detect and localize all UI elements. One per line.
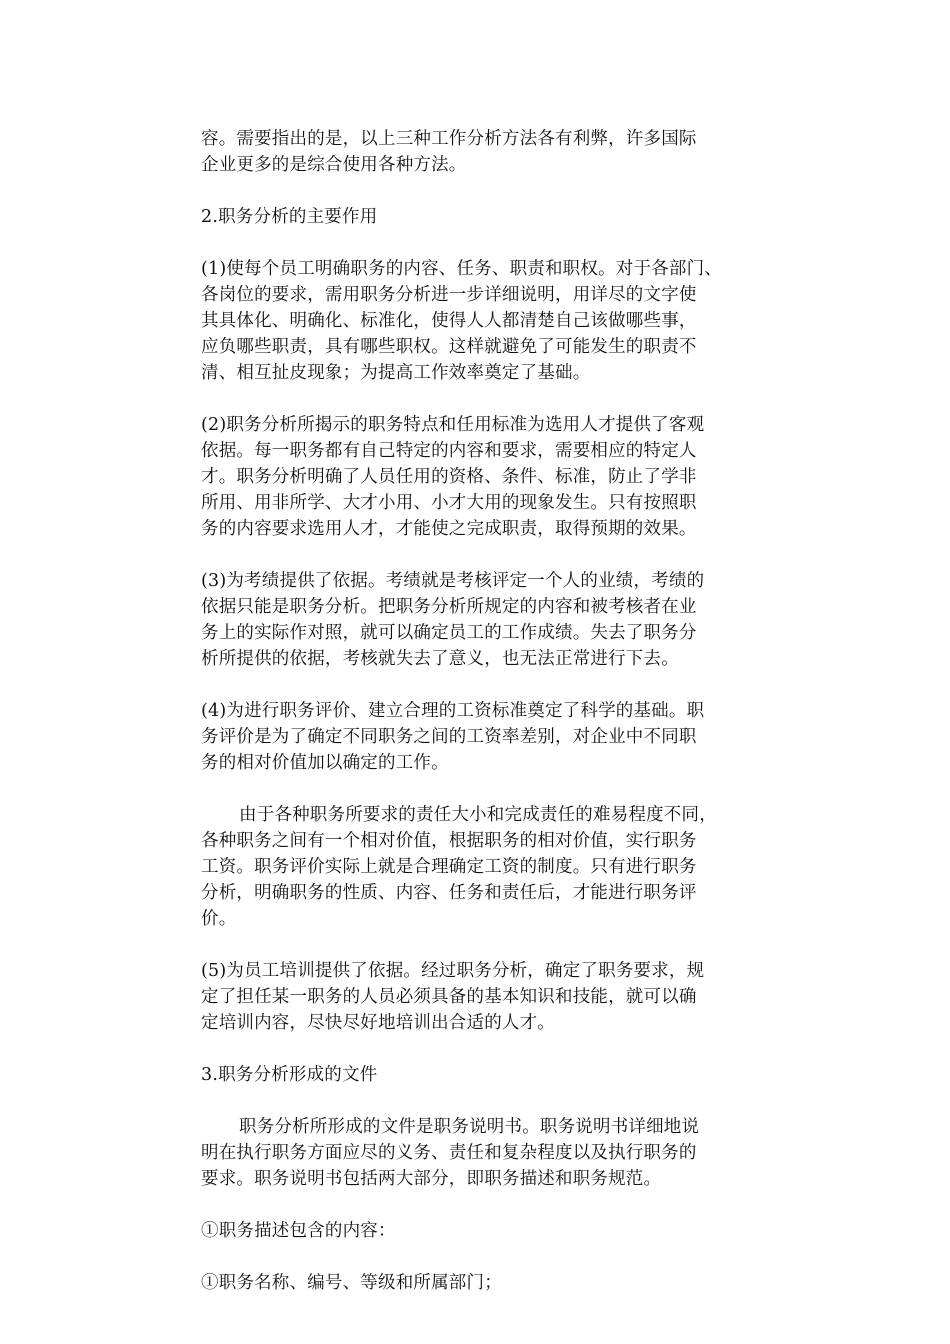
paragraph-line: 清、相互扯皮现象；为提高工作效率奠定了基础。 — [201, 363, 591, 383]
paragraph-line: 工资。职务评价实际上就是合理确定工资的制度。只有进行职务 — [201, 857, 697, 877]
paragraph-line: 务的内容要求选用人才，才能使之完成职责，取得预期的效果。 — [201, 519, 697, 539]
paragraph-line: ①职务名称、编号、等级和所属部门； — [201, 1273, 502, 1293]
paragraph — [201, 568, 761, 672]
paragraph — [201, 698, 761, 776]
paragraph — [201, 256, 761, 386]
paragraph-line: 由于各种职务所要求的责任大小和完成责任的难易程度不同， — [239, 805, 717, 825]
paragraph-line: 依据只能是职务分析。把职务分析所规定的内容和被考核者在业 — [201, 597, 697, 617]
paragraph-line: 分析，明确职务的性质、内容、任务和责任后，才能进行职务评 — [201, 883, 697, 903]
paragraph-line: ①职务描述包含的内容： — [201, 1221, 396, 1241]
paragraph-line: 各岗位的要求，需用职务分析进一步详细说明，用详尽的文字使 — [201, 285, 697, 305]
paragraph — [201, 204, 761, 230]
paragraph-line: 企业更多的是综合使用各种方法。 — [201, 155, 467, 175]
paragraph-line: 价。 — [201, 909, 237, 929]
paragraph-line: 务的相对价值加以确定的工作。 — [201, 753, 449, 773]
paragraph — [201, 802, 761, 932]
paragraph-line: 职务分析所形成的文件是职务说明书。职务说明书详细地说 — [239, 1117, 700, 1137]
paragraph-line: (4)为进行职务评价、建立合理的工资标准奠定了科学的基础。职 — [201, 701, 705, 721]
paragraph-line: 3.职务分析形成的文件 — [201, 1065, 378, 1085]
paragraph-line: (2)职务分析所揭示的职务特点和任用标准为选用人才提供了客观 — [201, 415, 705, 435]
paragraph — [201, 1114, 761, 1192]
paragraph-line: 定了担任某一职务的人员必须具备的基本知识和技能，就可以确 — [201, 987, 697, 1007]
paragraph — [201, 1218, 761, 1244]
paragraph-line: 析所提供的依据，考核就失去了意义，也无法正常进行下去。 — [201, 649, 679, 669]
paragraph-line: 2.职务分析的主要作用 — [201, 207, 378, 227]
paragraph-line: 依据。每一职务都有自己特定的内容和要求，需要相应的特定人 — [201, 441, 697, 461]
paragraph-line: (5)为员工培训提供了依据。经过职务分析，确定了职务要求，规 — [201, 961, 705, 981]
paragraph-line: 所用、用非所学、大才小用、小才大用的现象发生。只有按照职 — [201, 493, 697, 513]
paragraph-line: 务评价是为了确定不同职务之间的工资率差别，对企业中不同职 — [201, 727, 697, 747]
paragraph — [201, 126, 761, 178]
paragraph-line: 其具体化、明确化、标准化，使得人人都清楚自己该做哪些事， — [201, 311, 697, 331]
paragraph-line: (3)为考绩提供了依据。考绩就是考核评定一个人的业绩，考绩的 — [201, 571, 705, 591]
paragraph-line: 容。需要指出的是，以上三种工作分析方法各有利弊，许多国际 — [201, 129, 697, 149]
paragraph-line: (1)使每个员工明确职务的内容、任务、职责和职权。对于各部门、 — [201, 259, 722, 279]
paragraph-line: 各种职务之间有一个相对价值，根据职务的相对价值，实行职务 — [201, 831, 697, 851]
paragraph — [201, 1062, 761, 1088]
document-page — [201, 126, 761, 1322]
paragraph — [201, 958, 761, 1036]
paragraph — [201, 412, 761, 542]
paragraph-line: 才。职务分析明确了人员任用的资格、条件、标准，防止了学非 — [201, 467, 697, 487]
paragraph-line: 要求。职务说明书包括两大部分，即职务描述和职务规范。 — [201, 1169, 662, 1189]
paragraph-line: 务上的实际作对照，就可以确定员工的工作成绩。失去了职务分 — [201, 623, 697, 643]
paragraph-line: 明在执行职务方面应尽的义务、责任和复杂程度以及执行职务的 — [201, 1143, 697, 1163]
paragraph — [201, 1270, 761, 1296]
paragraph-line: 应负哪些职责，具有哪些职权。这样就避免了可能发生的职责不 — [201, 337, 697, 357]
paragraph-line: 定培训内容，尽快尽好地培训出合适的人才。 — [201, 1013, 555, 1033]
